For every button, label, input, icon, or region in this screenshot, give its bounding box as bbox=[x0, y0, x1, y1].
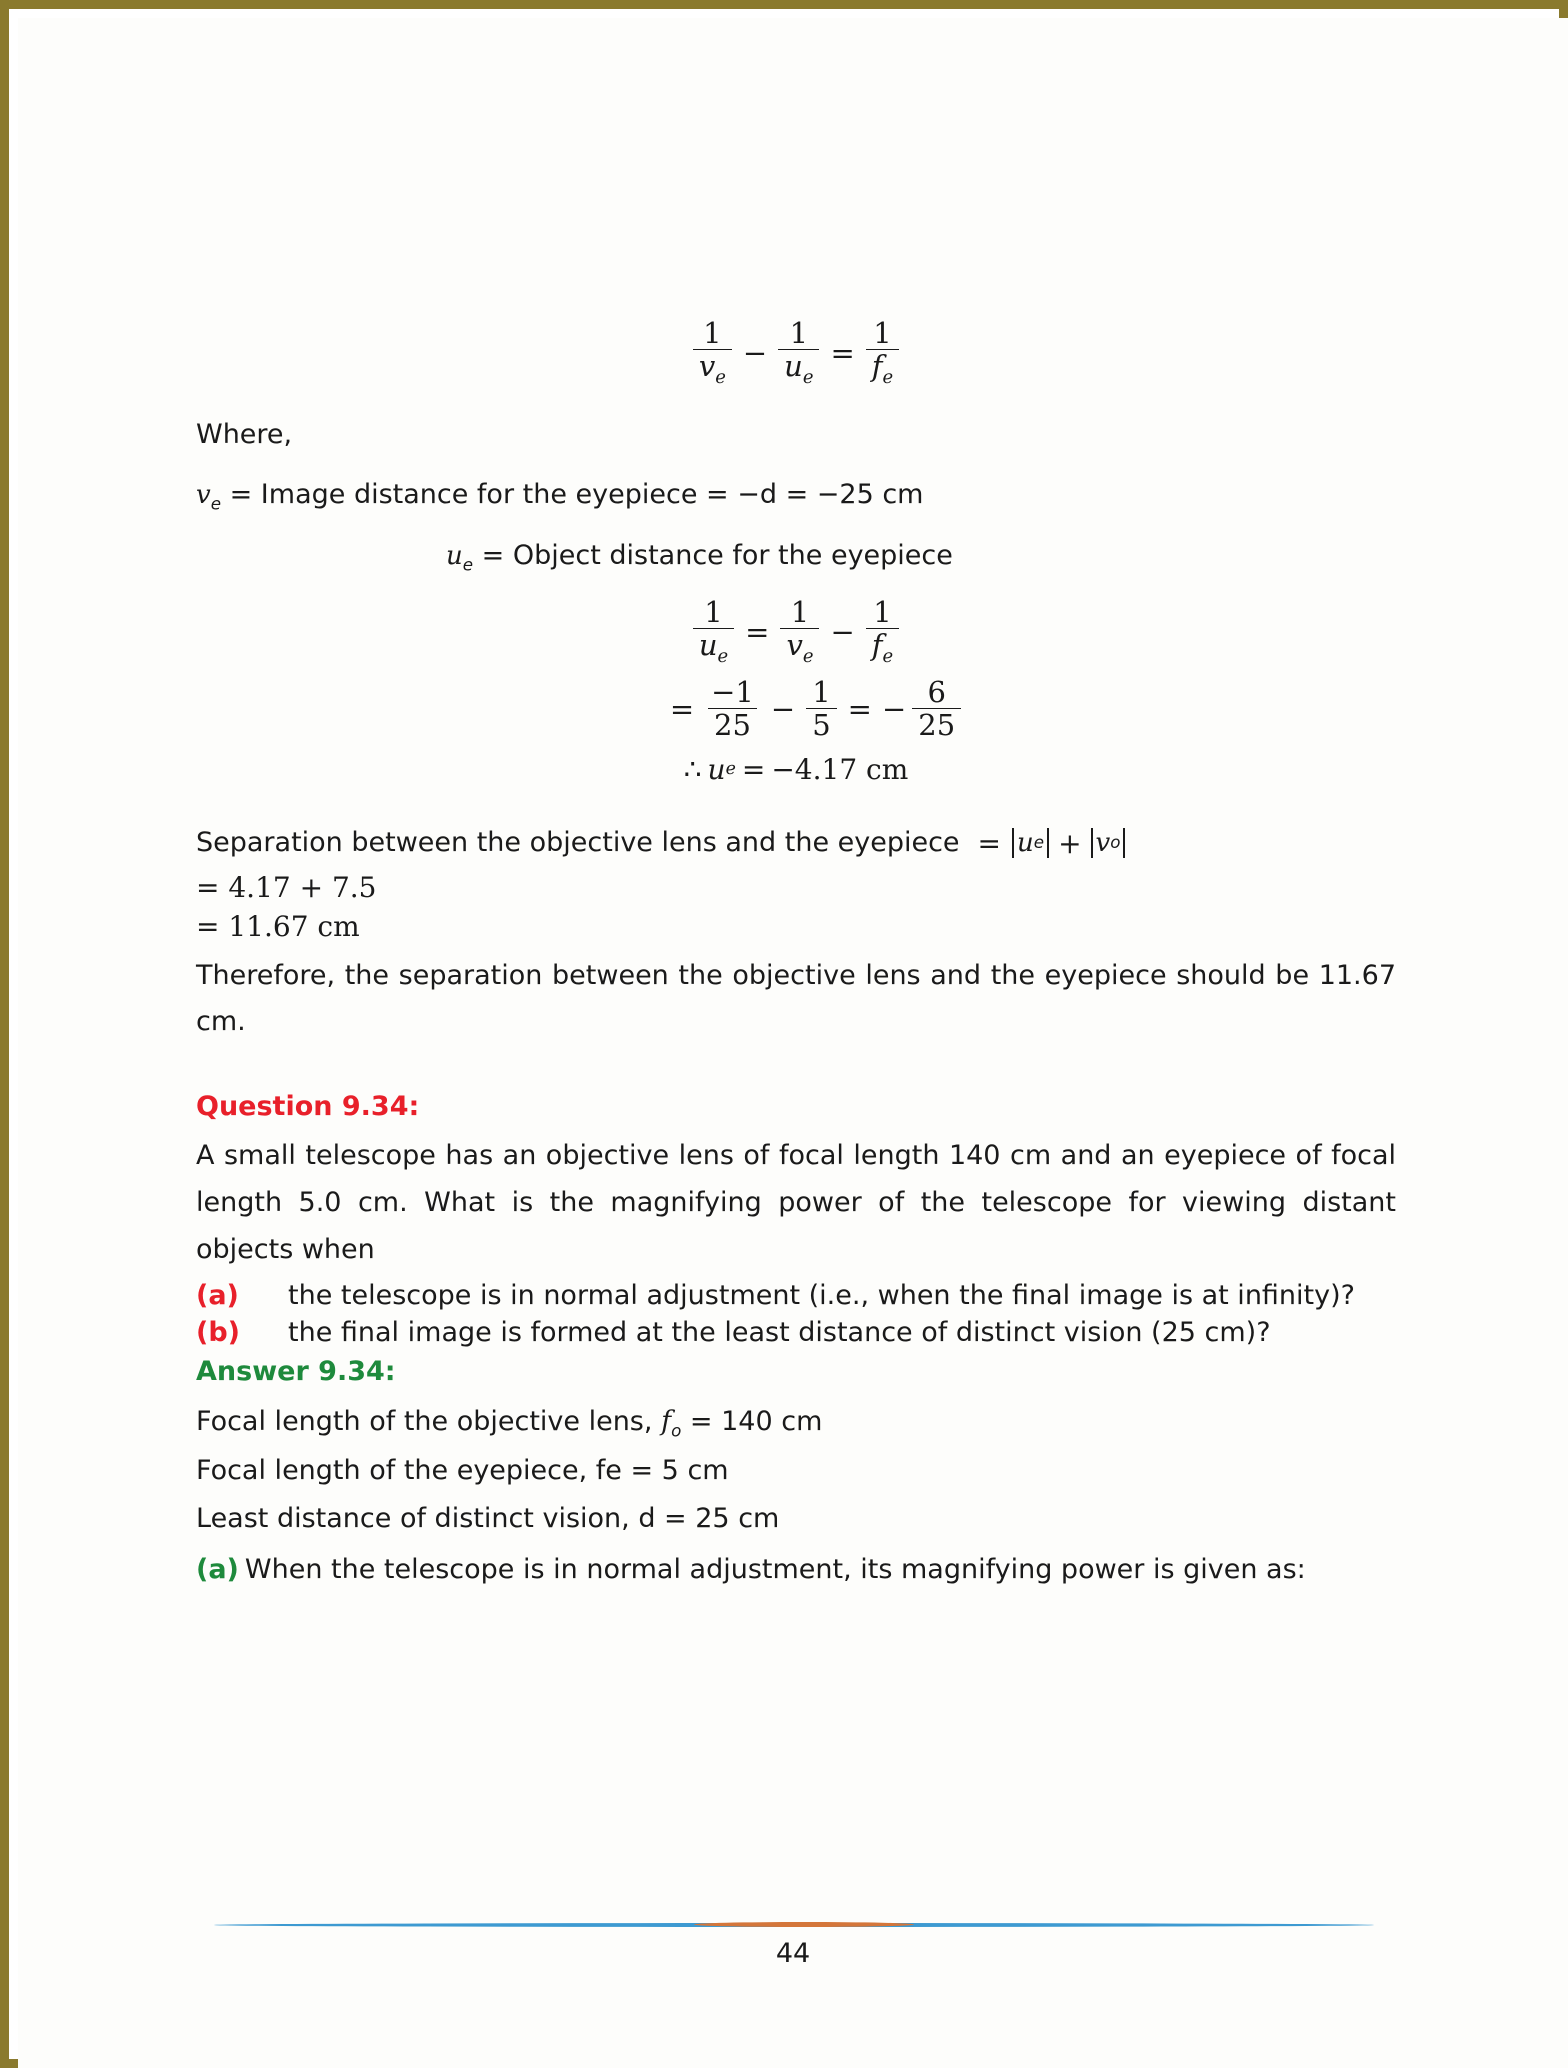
ve-definition-text: = Image distance for the eyepiece = −d = −25 cm bbox=[229, 478, 924, 510]
separation-conclusion: Therefore, the separation between the objective lens and the eyepiece should be 11.67 cm. bbox=[196, 959, 1396, 1037]
equation-1 bbox=[196, 318, 1396, 388]
abs-vo bbox=[1088, 823, 1129, 863]
where-label: Where, bbox=[196, 419, 293, 451]
therefore-symbol: ∴ bbox=[683, 752, 702, 786]
abs-ue bbox=[1009, 823, 1052, 863]
answer-line-1-suffix: = 140 cm bbox=[689, 1405, 823, 1437]
fraction-2-fe bbox=[866, 594, 899, 667]
denominator: $u_e$ bbox=[693, 628, 734, 667]
answer-line-1 bbox=[196, 1401, 1396, 1444]
equation-2 bbox=[196, 594, 1396, 667]
equation-3 bbox=[196, 674, 1396, 743]
answer-line-2: Focal length of the eyepiece, fe = 5 cm bbox=[196, 1454, 729, 1486]
variable-u: u bbox=[446, 541, 463, 572]
variable-v: v bbox=[196, 479, 211, 510]
subscript-e: e bbox=[462, 554, 474, 575]
numerator: 1 bbox=[873, 316, 892, 350]
option-b-label: (b) bbox=[196, 1316, 241, 1348]
subscript-o: o bbox=[671, 1419, 682, 1440]
fraction-1-ue bbox=[778, 318, 819, 388]
equals-operator: = bbox=[741, 752, 766, 786]
numerator: −1 bbox=[711, 674, 754, 709]
fraction-3-minus1-25 bbox=[705, 674, 760, 743]
answer-line-1-prefix: Focal length of the objective lens, bbox=[196, 1405, 653, 1437]
numerator: 1 bbox=[789, 316, 809, 350]
numerator: 1 bbox=[790, 594, 810, 629]
separation-text: Separation between the objective lens and the eyepiece bbox=[196, 827, 960, 859]
answer-part-a bbox=[196, 1554, 1396, 1585]
subscript-e: e bbox=[725, 759, 736, 780]
question-option-b bbox=[196, 1317, 1396, 1348]
minus-operator: − bbox=[770, 691, 796, 726]
fraction-3-1-5 bbox=[806, 674, 836, 743]
equation-4-result bbox=[196, 753, 1396, 786]
equals-operator-2: = bbox=[847, 691, 872, 726]
separation-line bbox=[196, 822, 1396, 865]
subscript-e: e bbox=[210, 493, 221, 514]
question-body: A small telescope has an objective lens of focal length 140 cm and an eyepiece of focal length 5.0 cm. What is the magnifying power of the telescope for viewing distant objects when bbox=[196, 1139, 1396, 1266]
denominator: $v_e$ bbox=[780, 628, 819, 667]
equals-operator: = bbox=[830, 336, 855, 371]
denominator: $f_e$ bbox=[866, 628, 899, 667]
variable-u: u bbox=[707, 752, 726, 786]
question-option-a bbox=[196, 1280, 1396, 1311]
variable-f: f bbox=[661, 1405, 672, 1437]
question-heading: Question 9.34: bbox=[196, 1090, 420, 1122]
ue-definition-line bbox=[446, 535, 1396, 578]
abs-bar-left bbox=[1091, 828, 1093, 858]
numerator: 1 bbox=[703, 316, 722, 350]
variable-u: u bbox=[1017, 828, 1034, 859]
numerator: 6 bbox=[927, 674, 946, 709]
equals-operator: = bbox=[669, 691, 695, 726]
page-number: 44 bbox=[775, 1938, 811, 1969]
ue-value: −4.17 cm bbox=[771, 752, 909, 786]
fraction-1-ve bbox=[693, 318, 732, 388]
page-canvas bbox=[18, 18, 1568, 2068]
document-content bbox=[196, 318, 1396, 1591]
denominator: $v_e$ bbox=[693, 349, 732, 388]
option-b-text: the final image is formed at the least distance of distinct vision (25 cm)? bbox=[288, 1316, 1271, 1348]
footer-rule bbox=[214, 1920, 1374, 1930]
subscript-e: e bbox=[1033, 832, 1045, 853]
denominator: 5 bbox=[806, 708, 836, 740]
separation-total: = 11.67 cm bbox=[196, 909, 360, 943]
answer-line-3: Least distance of distinct vision, d = 25 cm bbox=[196, 1502, 780, 1534]
denominator: 25 bbox=[708, 708, 757, 740]
separation-equals: = bbox=[977, 826, 1002, 860]
ve-definition-line bbox=[196, 474, 1396, 517]
fraction-3-6-25 bbox=[912, 674, 961, 743]
option-a-text: the telescope is in normal adjustment (i.e., when the final image is at infinity)? bbox=[288, 1279, 1355, 1311]
fraction-1-fe bbox=[866, 318, 899, 388]
fraction-2-ve bbox=[780, 594, 819, 667]
fraction-2-ue bbox=[693, 594, 734, 667]
abs-bar-right bbox=[1047, 828, 1049, 858]
numerator: 1 bbox=[873, 594, 892, 629]
numerator: 1 bbox=[812, 674, 831, 709]
denominator: $f_e$ bbox=[866, 349, 899, 388]
footer-rule-orange bbox=[694, 1922, 914, 1927]
negative-sign: − bbox=[881, 691, 907, 726]
answer-part-a-text: When the telescope is in normal adjustment, its magnifying power is given as: bbox=[244, 1553, 1306, 1585]
answer-heading: Answer 9.34: bbox=[196, 1355, 396, 1387]
abs-bar-right bbox=[1123, 828, 1125, 858]
denominator: 25 bbox=[912, 708, 961, 740]
ue-definition-text: = Object distance for the eyepiece bbox=[481, 540, 953, 572]
variable-v: v bbox=[1095, 828, 1111, 859]
minus-operator: − bbox=[830, 614, 855, 649]
subscript-o: o bbox=[1110, 832, 1121, 853]
numerator: 1 bbox=[704, 594, 723, 629]
option-a-label: (a) bbox=[196, 1279, 239, 1311]
plus-operator: + bbox=[1058, 826, 1082, 860]
separation-sum: = 4.17 + 7.5 bbox=[196, 870, 377, 904]
abs-bar-left bbox=[1012, 828, 1014, 858]
answer-part-a-label: (a) bbox=[196, 1553, 239, 1585]
equals-operator: = bbox=[745, 614, 770, 649]
denominator: $u_e$ bbox=[778, 349, 819, 388]
minus-operator: − bbox=[742, 336, 768, 371]
